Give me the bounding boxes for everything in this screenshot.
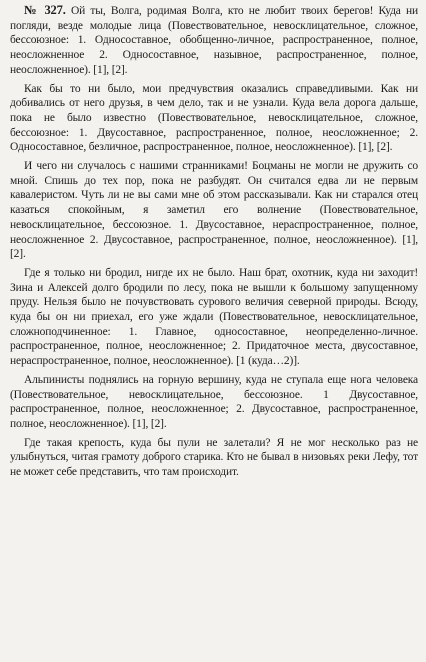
exercise-paragraph-4: Где я только ни бродил, нигде их не было. Наш брат, охотник, куда ни заходит! Зина и Алексей долго бродили по лесу, пока не вышли к большому запущенному пруду. Нельзя было не почувствовать сурового величия северной природы. Всюду, куда бы он ни приехал, его уже ждали (Повествовательное, невосклицательное, сложноподчиненное: 1. Главное, односоставное, неопределенно-личное. распространенное, полное, неосложненное; 2. Придаточное места, двусоставное, нераспространенное, полное, неосложненное). [1 (куда…2)]. [10, 266, 418, 368]
paragraph-text: Ой ты, Волга, родимая Волга, кто не любит твоих берегов! Куда ни погляди, везде молодые лица (Повествовательное, невосклицательное, сложное, бессоюзное: 1. Односоставное, обобщенно-личное, распространенное, полное, неосложненное 2. Односоставное, назывное, распространенное, полное, неосложненное). [1], [2]. [10, 5, 418, 76]
exercise-number: № 327. [24, 3, 66, 17]
exercise-paragraph-2: Как бы то ни было, мои предчувствия оказались справедливыми. Как ни добивались от него друзья, в чем дело, так и не узнали. Куда вела дорога дальше, пока не было известно (Повествовательное, невосклицательное, сложное, бессоюзное: 1. Двусоставное, распространенное, полное, неосложненное; 2. Односоставное, безличное, распространенное, полное, неосложненное). [1], [2]. [10, 82, 418, 154]
exercise-paragraph-5: Альпинисты поднялись на горную вершину, куда не ступала еще нога человека (Повествовательное, невосклицательное, бессоюзное. 1 Двусоставное, распространенное, полное, неосложненное; 2. Двусоставное, распространенное, полное, неосложненное). [1], [2]. [10, 373, 418, 430]
exercise-paragraph-6: Где такая крепость, куда бы пули не залетали? Я не мог несколько раз не улыбнуться, читая грамоту доброго старика. Кто не бывал в низовьях реки Лефу, тот не может себе представить, что там происходит. [10, 436, 418, 479]
exercise-paragraph-3: И чего ни случалось с нашими странниками! Боцманы не могли не дружить со мной. Спишь до тех пор, пока не разбудят. Он считался едва ли не первым кавалеристом. Чуть ли не вы сами мне об этом рассказывали. Как ни старался отец казаться спокойным, я заметил его волнение (Повествовательное, невосклицательное, бессоюзное. 1. Двусоставное, нераспространенное, полное, неосложненное 2. Двусоставное, распространенное, полное, неосложненное). [1], [2]. [10, 160, 418, 261]
exercise-paragraph-1 [10, 3, 418, 78]
